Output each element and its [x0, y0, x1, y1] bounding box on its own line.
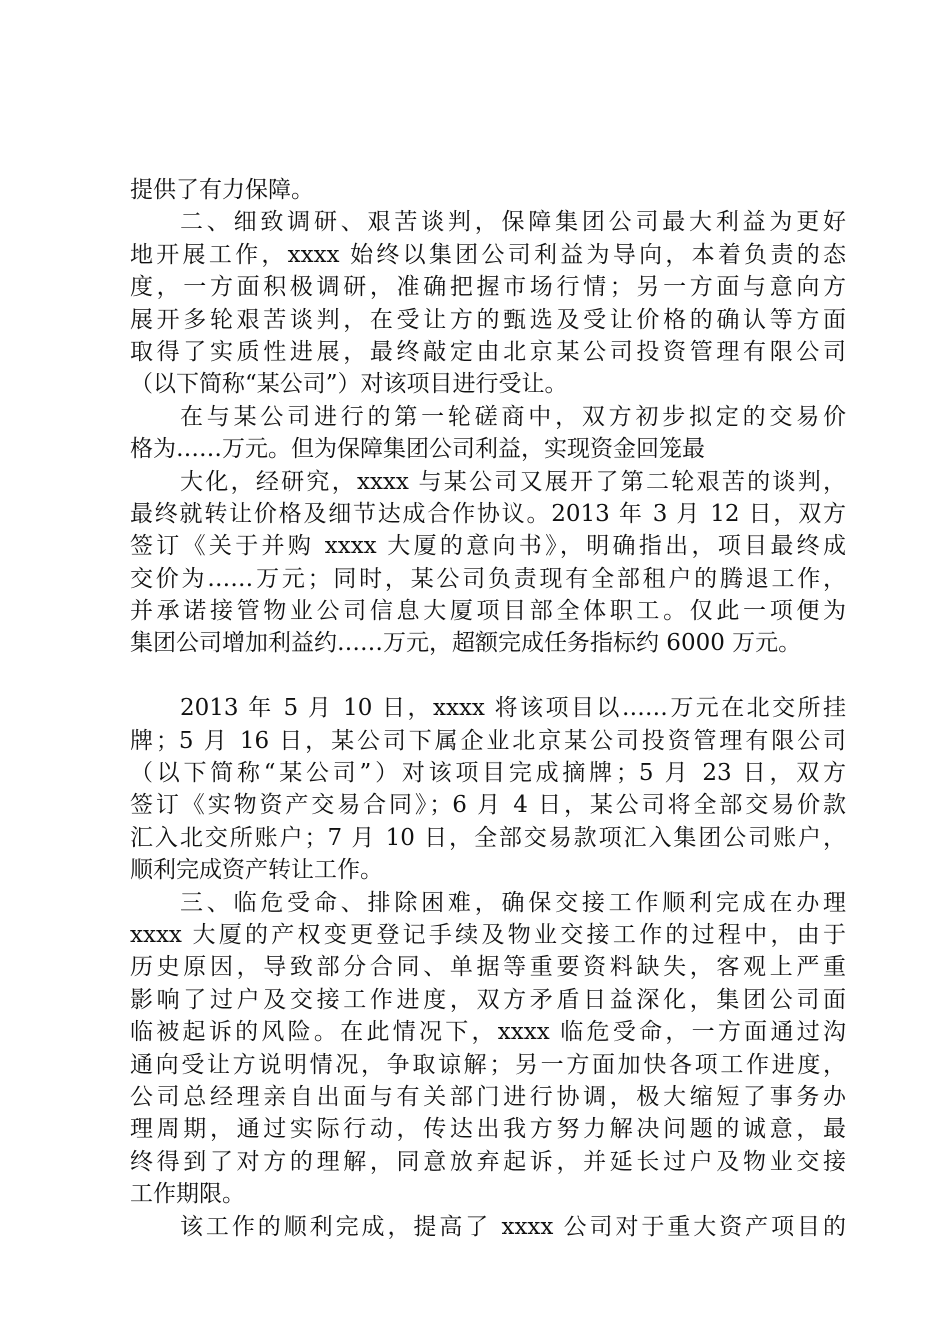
text-line: 集团公司增加利益约……万元，超额完成任务指标约 6000 万元。 [130, 630, 802, 657]
text-line: xxxx 大厦的产权变更登记手续及物业交接工作的过程中，由于 [130, 921, 846, 948]
paragraph [130, 401, 846, 466]
text-line: 地开展工作，xxxx 始终以集团公司利益为导向，本着负责的态 [130, 241, 846, 268]
document-body [130, 174, 846, 1243]
paragraph [130, 692, 846, 886]
text-line: 2013 年 5 月 10 日，xxxx 将该项目以……万元在北交所挂 [180, 695, 846, 722]
text-line: 签订《实物资产交易合同》；6 月 4 日，某公司将全部交易价款 [130, 792, 846, 819]
text-line: 大化，经研究，xxxx 与某公司又展开了第二轮艰苦的谈判， [180, 468, 846, 495]
paragraph [130, 206, 846, 400]
text-line: 最终就转让价格及细节达成合作协议。2013 年 3 月 12 日，双方 [130, 500, 846, 527]
text-line: 提供了有力保障。 [130, 177, 314, 203]
text-line: 通向受让方说明情况，争取谅解；另一方面加快各项工作进度， [130, 1051, 846, 1078]
text-line: 临被起诉的风险。在此情况下，xxxx 临危受命，一方面通过沟 [130, 1019, 846, 1046]
text-line: 公司总经理亲自出面与有关部门进行协调，极大缩短了事务办 [130, 1083, 846, 1110]
paragraph [130, 174, 846, 206]
text-line: 理周期，通过实际行动，传达出我方努力解决问题的诚意，最 [130, 1116, 846, 1143]
text-line: 终得到了对方的理解，同意放弃起诉，并延长过户及物业交接 [130, 1148, 846, 1175]
text-line: 展开多轮艰苦谈判，在受让方的甄选及受让价格的确认等方面 [130, 306, 846, 333]
text-line: 牌；5 月 16 日，某公司下属企业北京某公司投资管理有限公司 [130, 727, 846, 754]
text-line: 三、临危受命、排除困难，确保交接工作顺利完成在办理 [180, 889, 846, 916]
text-line: 度，一方面积极调研，准确把握市场行情；另一方面与意向方 [130, 274, 846, 301]
text-line: 该工作的顺利完成，提高了 xxxx 公司对于重大资产项目的 [180, 1213, 846, 1240]
text-line: 交价为……万元；同时，某公司负责现有全部租户的腾退工作， [130, 565, 846, 592]
text-line: 签订《关于并购 xxxx 大厦的意向书》，明确指出，项目最终成 [130, 533, 846, 560]
text-line: 顺利完成资产转让工作。 [130, 857, 383, 884]
text-line: 并承诺接管物业公司信息大厦项目部全体职工。仅此一项便为 [130, 598, 846, 625]
paragraph-gap [130, 660, 846, 692]
paragraph [130, 887, 846, 1211]
paragraph [130, 466, 846, 660]
text-line: 汇入北交所账户；7 月 10 日，全部交易款项汇入集团公司账户， [130, 824, 846, 851]
text-line: 二、细致调研、艰苦谈判，保障集团公司最大利益为更好 [180, 209, 846, 236]
text-line: 格为……万元。但为保障集团公司利益，实现资金回笼最 [130, 436, 705, 463]
text-line: 取得了实质性进展，最终敲定由北京某公司投资管理有限公司 [130, 338, 846, 365]
text-line: 影响了过户及交接工作进度，双方矛盾日益深化，集团公司面 [130, 986, 846, 1013]
paragraph [130, 1211, 846, 1243]
text-line: （以下简称“某公司”）对该项目完成摘牌；5 月 23 日，双方 [130, 760, 846, 787]
text-line: 在与某公司进行的第一轮磋商中，双方初步拟定的交易价 [180, 403, 846, 430]
text-line: （以下简称“某公司”）对该项目进行受让。 [130, 371, 568, 398]
text-line: 工作期限。 [130, 1181, 245, 1208]
text-line: 历史原因，导致部分合同、单据等重要资料缺失，客观上严重 [130, 954, 846, 981]
